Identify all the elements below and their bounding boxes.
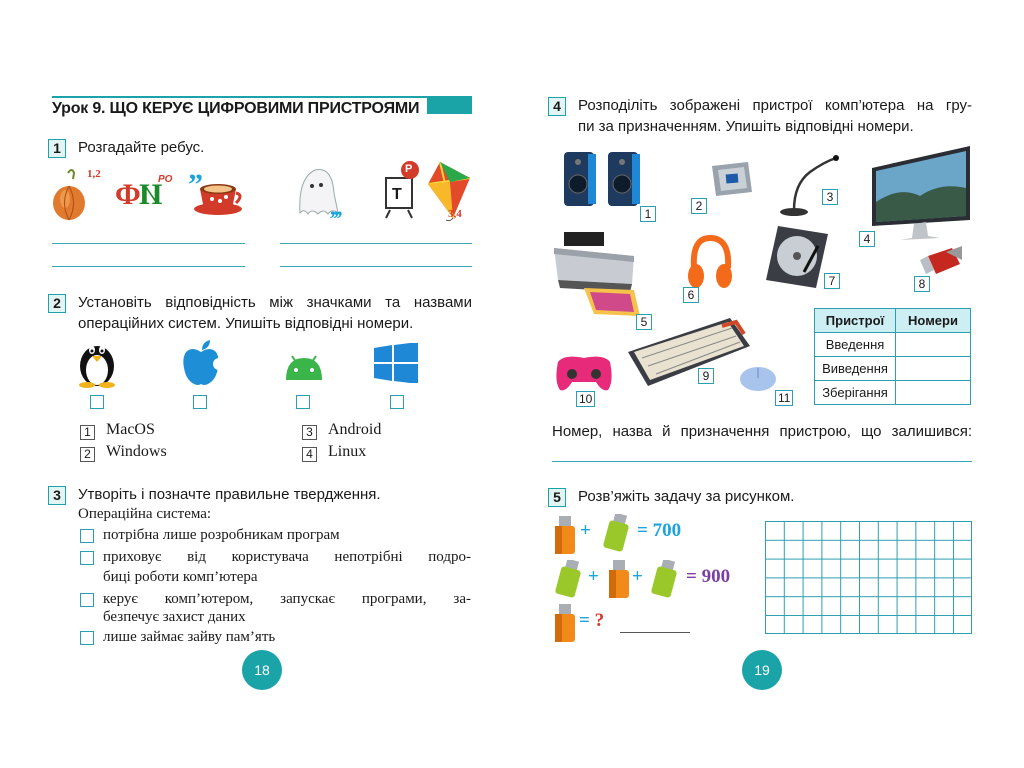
task-number-4: 4	[548, 97, 566, 116]
os-option-label-3: Android	[328, 421, 382, 438]
robot-t-icon	[386, 161, 419, 218]
lesson-title: Урок 9. ЩО КЕРУЄ ЦИФРОВИМИ ПРИСТРОЯМИ	[52, 98, 427, 120]
mouse-icon	[738, 364, 778, 394]
task3-option-3-line2: безпечує захист даних	[103, 609, 246, 625]
equation-2-result: = 900	[686, 566, 731, 587]
table-header-row	[815, 309, 971, 333]
task3-subtitle: Операційна система:	[78, 506, 212, 522]
usb-flash-icon	[918, 246, 964, 276]
table-row-label-output: Виведення	[815, 357, 896, 381]
table-row	[815, 357, 971, 381]
remaining-device-question: Номер, назва й призначення пристрою, що залишився:	[552, 423, 972, 440]
equation-3-text: = ?	[579, 610, 605, 631]
plus-sign-1: +	[580, 520, 591, 541]
headphones-icon	[686, 234, 734, 294]
task1-text: Розгадайте ребус.	[78, 139, 205, 156]
cpu-icon	[708, 160, 754, 198]
os-answer-box-linux[interactable]	[90, 395, 104, 409]
os-option-number-2: 2	[80, 447, 95, 462]
os-option-label-4: Linux	[328, 443, 367, 460]
rebus-commas: ,,,	[330, 195, 341, 220]
device-number-2: 2	[691, 198, 707, 214]
table-cell-input-numbers[interactable]	[896, 333, 971, 357]
page-number-right: 19	[742, 650, 782, 690]
rebus-ro: РО	[158, 174, 173, 185]
printer-icon	[554, 232, 642, 318]
task-number-5: 5	[548, 488, 566, 507]
os-answer-box-apple[interactable]	[193, 395, 207, 409]
rebus-quote: ”	[188, 168, 203, 201]
calculation-grid[interactable]	[765, 521, 972, 634]
onion-icon	[53, 170, 85, 220]
os-answer-box-android[interactable]	[296, 395, 310, 409]
task3-option-2-line1: приховує від користувача непотрібні подро-	[103, 549, 471, 565]
device-number-3: 3	[822, 189, 838, 205]
green-flash-drive-icon	[648, 560, 682, 600]
os-option-number-4: 4	[302, 447, 317, 462]
linux-icon	[74, 336, 120, 388]
device-number-9: 9	[698, 368, 714, 384]
table-cell-output-numbers[interactable]	[896, 357, 971, 381]
table-row-label-storage: Зберігання	[815, 381, 896, 405]
microphone-icon	[780, 154, 840, 218]
device-number-11: 11	[775, 390, 793, 406]
equation-1-result: = 700	[637, 520, 682, 541]
device-number-10: 10	[576, 391, 595, 407]
task3-checkbox-1[interactable]	[80, 529, 94, 543]
orange-flash-drive-icon	[604, 560, 634, 600]
remaining-device-answer-line[interactable]	[552, 461, 972, 462]
windows-icon	[374, 343, 418, 383]
task3-checkbox-3[interactable]	[80, 593, 94, 607]
page-number-left: 18	[242, 650, 282, 690]
task3-option-3-line1: керує комп’ютером, запускає програми, за-	[103, 591, 471, 607]
device-number-1: 1	[640, 206, 656, 222]
task-number-3: 3	[48, 486, 66, 505]
keyboard-icon	[626, 316, 752, 388]
question-mark: ?	[594, 610, 605, 631]
device-number-4: 4	[859, 231, 875, 247]
task2-text-line1: Установіть відповідність між значками та назвами	[78, 294, 472, 311]
task-number-1: 1	[48, 139, 66, 158]
table-header-numbers: Номери	[896, 309, 971, 333]
plus-sign-3: +	[632, 566, 643, 587]
equation-3-unknown	[579, 610, 604, 632]
answer-line-1b[interactable]	[52, 266, 245, 267]
apple-icon	[180, 338, 222, 388]
os-option-number-1: 1	[80, 425, 95, 440]
table-header-devices: Пристрої	[815, 309, 896, 333]
rebus-sup-3-4: 3,4	[448, 208, 462, 220]
monitor-icon	[870, 146, 972, 242]
device-number-7: 7	[824, 273, 840, 289]
device-number-6: 6	[683, 287, 699, 303]
task4-text-line1: Розподіліть зображені пристрої комп’ютера на гру-	[578, 97, 972, 114]
task3-option-1-line1: потрібна лише розробникам програм	[103, 527, 340, 543]
table-row-label-input: Введення	[815, 333, 896, 357]
task3-option-4-line1: лише займає зайву пам’ять	[103, 629, 276, 645]
task3-checkbox-4[interactable]	[80, 631, 94, 645]
answer-line-1d[interactable]	[280, 266, 472, 267]
os-option-label-2: Windows	[106, 443, 167, 460]
task3-option-2-line2: биці роботи комп’ютера	[103, 569, 258, 585]
plus-sign-2: +	[588, 566, 599, 587]
task3-checkbox-2[interactable]	[80, 551, 94, 565]
equation-3-answer-line[interactable]	[620, 632, 690, 633]
task3-text: Утворіть і позначте правильне твердження.	[78, 486, 381, 503]
device-groups-table	[814, 308, 971, 405]
rebus-sup-1-2: 1,2	[87, 168, 101, 180]
table-row	[815, 381, 971, 405]
green-flash-drive-icon	[600, 514, 634, 554]
os-answer-box-windows[interactable]	[390, 395, 404, 409]
speakers-icon	[562, 150, 646, 212]
os-option-number-3: 3	[302, 425, 317, 440]
rebus-i: И	[139, 178, 163, 211]
green-flash-drive-icon	[552, 560, 586, 600]
orange-flash-drive-icon	[550, 604, 580, 644]
rebus-letter-t: Т	[392, 186, 402, 203]
gamepad-icon	[552, 352, 616, 392]
rebus-fi	[115, 178, 162, 212]
device-number-8: 8	[914, 276, 930, 292]
answer-line-1a[interactable]	[52, 243, 245, 244]
os-option-label-1: MacOS	[106, 421, 155, 438]
task5-text: Розв’яжіть задачу за рисунком.	[578, 488, 795, 505]
hard-drive-icon	[764, 224, 830, 290]
orange-flash-drive-icon	[550, 516, 580, 556]
task2-text-line2: операційних систем. Упишіть відповідні номери.	[78, 315, 414, 332]
rebus-letter-p: Р	[405, 163, 413, 175]
table-row	[815, 333, 971, 357]
task4-text-line2: пи за призначенням. Упишіть відповідні номери.	[578, 118, 914, 135]
device-number-5: 5	[636, 314, 652, 330]
answer-line-1c[interactable]	[280, 243, 472, 244]
android-icon	[282, 350, 326, 384]
table-cell-storage-numbers[interactable]	[896, 381, 971, 405]
rebus-f: Ф	[115, 178, 140, 211]
task-number-2: 2	[48, 294, 66, 313]
